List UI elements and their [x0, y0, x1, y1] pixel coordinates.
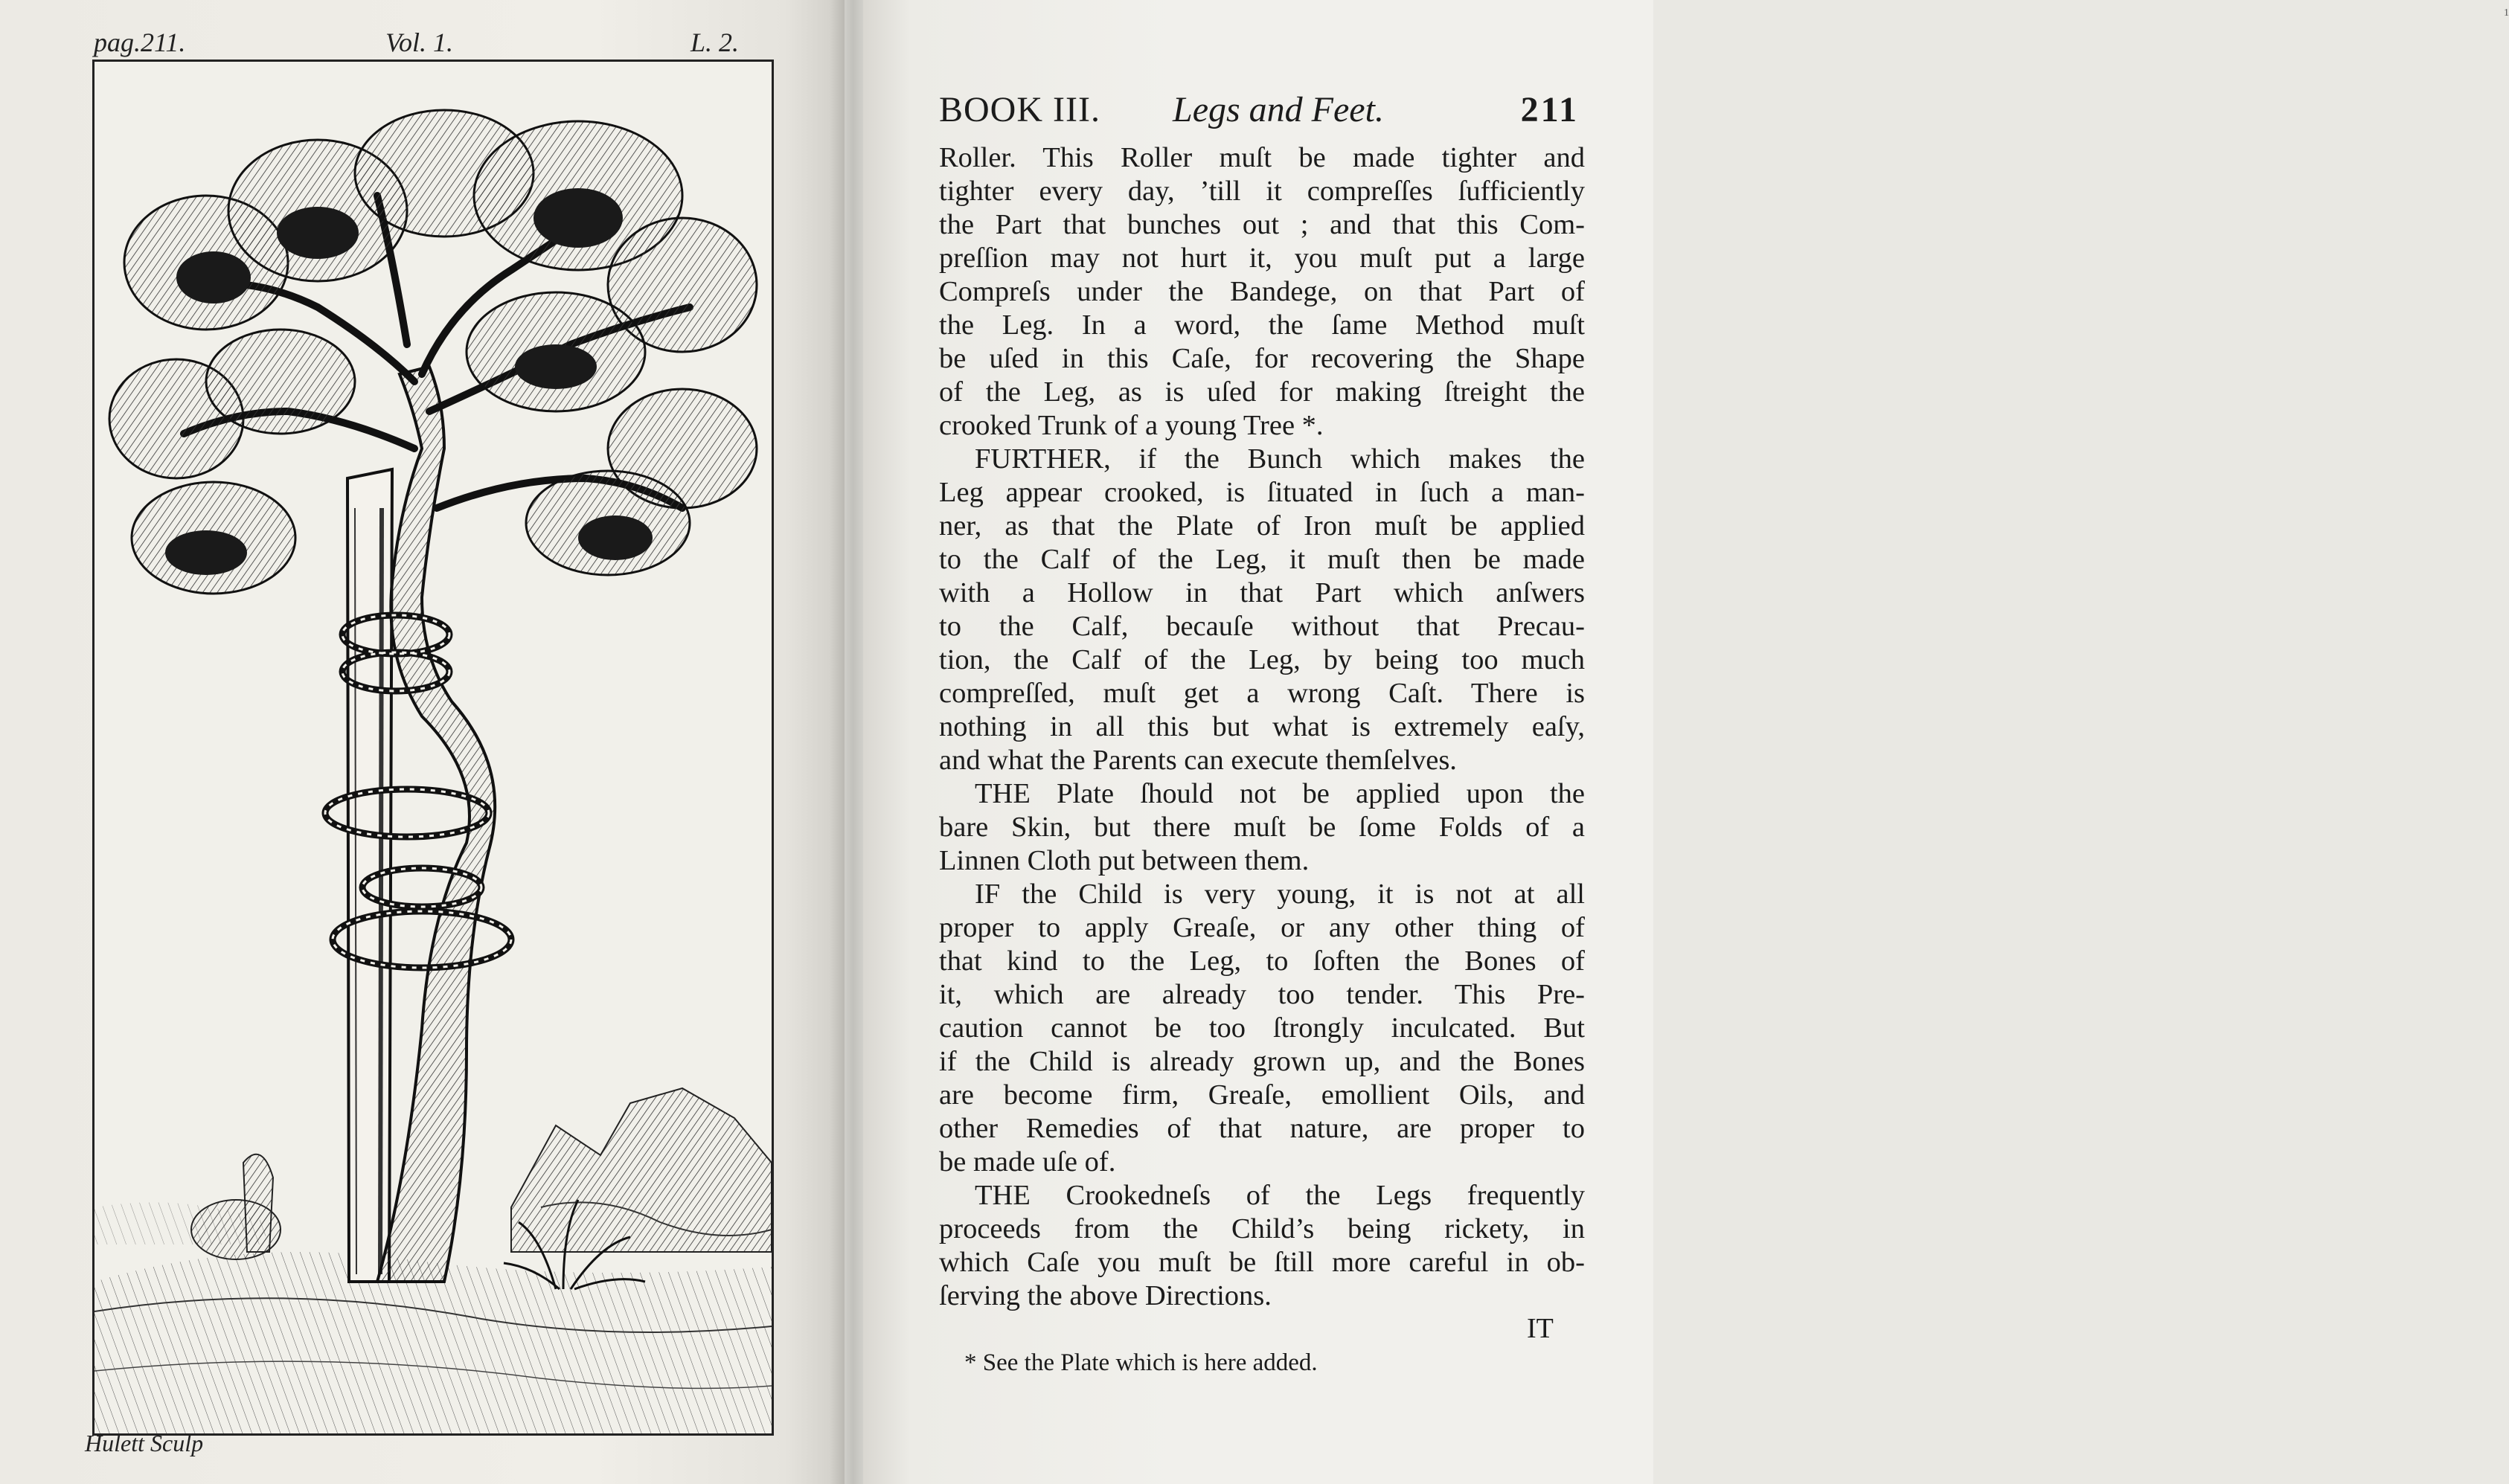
- edge-mark: 1: [2504, 7, 2509, 19]
- text-line: be uſed in this Caſe, for recovering the Shape: [939, 343, 1585, 374]
- text-line: Roller. This Roller muſt be made tighter and: [939, 142, 1585, 173]
- text-line: proceeds from the Child’s being rickety, in: [939, 1213, 1585, 1244]
- plate-figure-label: L. 2.: [690, 28, 740, 57]
- text-line: crooked Trunk of a young Tree *.: [939, 410, 1324, 441]
- text-line: to the Calf, becauſe without that Precau-: [939, 611, 1585, 642]
- page-number: 211: [1520, 90, 1579, 129]
- left-page-plate: [0, 0, 845, 1484]
- running-head-title: Legs and Feet.: [1173, 90, 1384, 129]
- text-line: are become firm, Greaſe, emollient Oils, and: [939, 1079, 1585, 1111]
- text-line: THE Crookedneſs of the Legs frequently: [975, 1180, 1585, 1211]
- text-line: the Part that bunches out ; and that this Com-: [939, 209, 1585, 240]
- text-line: FURTHER, if the Bunch which makes the: [975, 443, 1585, 475]
- catchword: IT: [1527, 1313, 1554, 1344]
- text-line: Leg appear crooked, is ſituated in ſuch a man-: [939, 477, 1585, 508]
- text-line: that kind to the Leg, to ſoften the Bones of: [939, 945, 1585, 977]
- text-line: ner, as that the Plate of Iron muſt be applied: [939, 510, 1585, 542]
- text-line: it, which are already too tender. This Pre-: [939, 979, 1585, 1010]
- text-line: other Remedies of that nature, are proper to: [939, 1113, 1585, 1144]
- footnote: * See the Plate which is here added.: [964, 1349, 1318, 1376]
- text-line: and what the Parents can execute themſelves.: [939, 745, 1457, 776]
- body-text: [939, 141, 1585, 1313]
- text-line: nothing in all this but what is extremely eaſy,: [939, 711, 1585, 742]
- text-line: Compreſs under the Bandege, on that Part of: [939, 276, 1585, 307]
- text-line: to the Calf of the Leg, it muſt then be made: [939, 544, 1585, 575]
- text-line: compreſſed, muſt get a wrong Caſt. There is: [939, 678, 1585, 709]
- text-line: if the Child is already grown up, and the Bones: [939, 1046, 1585, 1077]
- text-line: Linnen Cloth put between them.: [939, 845, 1310, 876]
- text-line: IF the Child is very young, it is not at all: [975, 878, 1585, 910]
- text-line: ſerving the above Directions.: [939, 1280, 1272, 1311]
- rocks-icon: [511, 1088, 772, 1252]
- plate-volume-label: Vol. 1.: [385, 28, 454, 57]
- text-line: be made uſe of.: [939, 1146, 1116, 1178]
- text-line: caution cannot be too ſtrongly inculcated. But: [939, 1012, 1585, 1044]
- tree-bound-to-stake-engraving-icon: [94, 62, 772, 1433]
- text-line: THE Plate ſhould not be applied upon the: [975, 778, 1585, 809]
- text-line: of the Leg, as is uſed for making ſtreight the: [939, 376, 1585, 408]
- plate-illustration: [92, 60, 774, 1436]
- text-line: tighter every day, ’till it compreſſes ſufficiently: [939, 176, 1585, 207]
- text-line: with a Hollow in that Part which anſwers: [939, 577, 1585, 608]
- running-head-book: BOOK III.: [939, 90, 1100, 129]
- text-line: bare Skin, but there muſt be ſome Folds of a: [939, 812, 1585, 843]
- engraver-signature: Hulett Sculp: [85, 1430, 204, 1456]
- text-line: proper to apply Greaſe, or any other thing of: [939, 912, 1585, 943]
- text-line: tion, the Calf of the Leg, by being too much: [939, 644, 1585, 675]
- running-head: [939, 86, 1579, 138]
- text-line: preſſion may not hurt it, you muſt put a large: [939, 242, 1585, 274]
- plate-page-reference: pag.211.: [94, 28, 186, 57]
- text-line: the Leg. In a word, the ſame Method muſt: [939, 309, 1585, 341]
- text-line: which Caſe you muſt be ſtill more careful in ob-: [939, 1247, 1585, 1278]
